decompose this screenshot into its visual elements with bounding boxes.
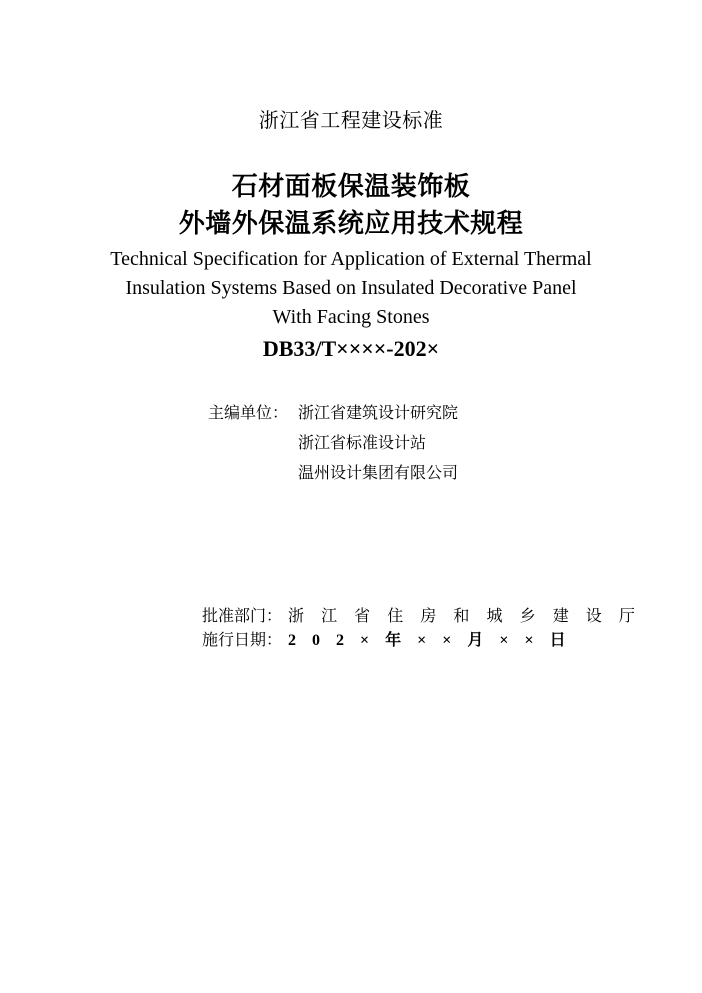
- effective-date-row: [202, 629, 641, 653]
- editor-row: [208, 462, 458, 492]
- effective-date-label: 施行日期：: [202, 630, 283, 649]
- editor-row: [208, 432, 458, 462]
- standard-series-heading: 浙江省工程建设标准: [258, 108, 444, 132]
- effective-date-value: 2 0 2 × 年 × × 月 × × 日: [288, 632, 572, 649]
- approval-dept-label: 批准部门：: [202, 606, 283, 625]
- approval-dept-value: 浙 江 省 住 房 和 城 乡 建 设 厅: [288, 606, 641, 625]
- editor-org: 温州设计集团有限公司: [298, 463, 459, 482]
- approval-dept-row: [202, 605, 641, 629]
- editor-org: 浙江省建筑设计研究院: [298, 403, 459, 422]
- title-en-line-3: With Facing Stones: [272, 306, 430, 328]
- standard-code: DB33/T××××-202×: [262, 336, 440, 361]
- editor-organizations: [208, 402, 458, 492]
- title-cn-line-1: 石材面板保温装饰板: [231, 172, 471, 202]
- editor-org: 浙江省标准设计站: [298, 433, 427, 452]
- editor-row: [208, 402, 458, 432]
- approval-block: [202, 605, 641, 653]
- title-en-line-2: Insulation Systems Based on Insulated Decorative Panel: [125, 277, 577, 299]
- editor-label: 主编单位：: [208, 403, 289, 422]
- title-cn-line-2: 外墙外保温系统应用技术规程: [178, 209, 524, 239]
- title-en-line-1: Technical Specification for Application of External Thermal: [110, 248, 592, 270]
